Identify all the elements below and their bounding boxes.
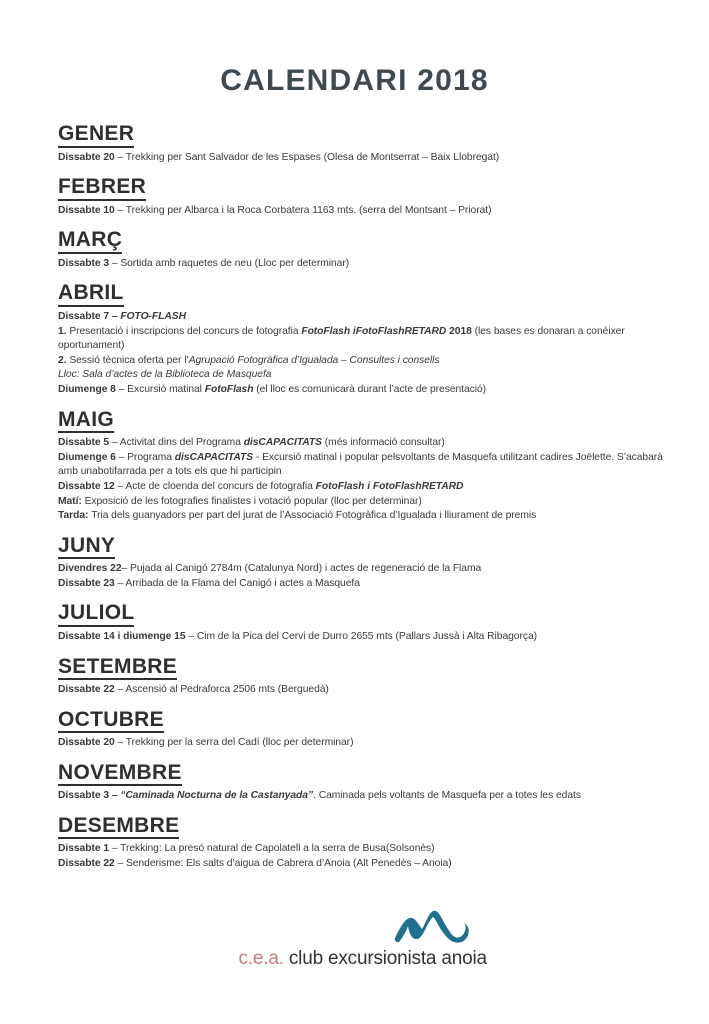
month-heading: OCTUBRE <box>58 708 164 734</box>
entry-text-run: FotoFlash i FotoFlashRETARD <box>315 480 464 492</box>
months-list <box>0 96 709 872</box>
month-block <box>58 534 669 592</box>
entry-text-run: Dissabte 23 <box>58 577 118 589</box>
entry-text-run: FOTO-FLASH <box>120 310 186 322</box>
mountain-wave-icon <box>393 908 471 944</box>
entry-text-run: Divendres 22 <box>58 563 122 575</box>
entry-text-run: (el lloc es comunicarà durant l’acte de presentació) <box>253 383 487 395</box>
month-heading: JUNY <box>58 534 115 560</box>
logo-wordmark <box>239 948 487 970</box>
entry-text-run: (més informació consultar) <box>321 437 445 449</box>
entry-text-run: Dissabte 20 <box>58 151 118 163</box>
month-entries <box>58 842 669 871</box>
entry-text-run: – Ascensió al Pedraforca 2506 mts (Berguedà) <box>117 684 329 696</box>
entry-text-run: Presentació i inscripcions del concurs de fotografia <box>69 325 302 337</box>
calendar-entry <box>58 577 669 592</box>
month-block <box>58 122 669 165</box>
entry-text-run: – Acte de cloenda del concurs de fotografia <box>117 480 316 492</box>
entry-text-run: disCAPACITATS <box>174 451 254 463</box>
entry-text-run: – Trekking: La presó natural de Capolatell a la serra de Busa(Solsonès) <box>111 843 435 855</box>
entry-text-run: Dissabte 5 <box>58 437 112 449</box>
calendar-entry <box>58 562 669 577</box>
calendar-entry <box>58 204 669 219</box>
entry-text-run: – Pujada al Canigó 2784m (Catalunya Nord) i actes de regeneració de la Flama <box>121 563 482 575</box>
entry-text-run: – Trekking per Sant Salvador de les Espases (Olesa de Montserrat – Baix Llobregat) <box>117 151 500 163</box>
entry-text-run: Lloc: Sala d’actes de la Biblioteca de Masquefa <box>58 369 272 381</box>
entry-text-run: Dissabte 22 <box>58 858 118 870</box>
calendar-entry <box>58 354 669 369</box>
entry-text-run: Dissabte 3 <box>58 257 112 269</box>
month-entries <box>58 683 669 698</box>
calendar-entry <box>58 257 669 272</box>
entry-text-run: – Sortida amb raquetes de neu (Lloc per determinar) <box>111 257 350 269</box>
month-block <box>58 655 669 698</box>
calendar-entry <box>58 495 669 510</box>
month-entries <box>58 151 669 166</box>
club-logo <box>0 908 709 970</box>
month-entries <box>58 630 669 645</box>
month-entries <box>58 310 669 398</box>
calendar-entry <box>58 368 669 383</box>
month-block <box>58 408 669 524</box>
calendar-entry <box>58 842 669 857</box>
entry-text-run: FotoFlash i <box>301 325 356 337</box>
month-heading: MAIG <box>58 408 114 434</box>
entry-text-run: disCAPACITATS <box>243 437 322 449</box>
month-heading: ABRIL <box>58 281 124 307</box>
entry-text-run: Dissabte 20 <box>58 737 118 749</box>
entry-text-run: Matí: <box>58 495 85 507</box>
page-title: CALENDARI 2018 <box>220 64 489 97</box>
entry-text-run: – Cim de la Pica del Cervi de Durro 2655 mts (Pallars Jussà i Alta Ribagorça) <box>188 630 538 642</box>
month-block <box>58 281 669 397</box>
month-heading: FEBRER <box>58 175 146 201</box>
month-entries <box>58 436 669 524</box>
month-heading: MARÇ <box>58 228 122 254</box>
logo-prefix: c.e.a. <box>238 948 284 969</box>
entry-text-run: 1. <box>58 325 70 337</box>
entry-text-run: – Trekking per Albarca i la Roca Corbatera 1163 mts. (serra del Montsant – Priorat) <box>117 204 492 216</box>
entry-text-run: Dissabte 3 – <box>58 790 121 802</box>
entry-text-run: – Arribada de la Flama del Canigó i actes a Masquefa <box>117 577 360 589</box>
entry-text-run: Exposició de les fotografies finalistes i votació popular (lloc per determinar) <box>84 495 422 507</box>
month-entries <box>58 562 669 591</box>
calendar-entry <box>58 683 669 698</box>
entry-text-run: Tria dels guanyadors per part del jurat de l’Associació Fotogràfica d’Igualada i lliurament de premis <box>91 510 537 522</box>
entry-text-run: Sessió tècnica oferta per l’ <box>69 354 189 366</box>
entry-text-run: – Senderisme: Els salts d’aigua de Cabrera d’Anoia (Alt Penedès – Anoia) <box>117 858 452 870</box>
entry-text-run: – Activitat dins del Programa <box>111 437 244 449</box>
calendar-entry <box>58 310 669 325</box>
entry-text-run: – Trekking per la serra del Cadí (lloc per determinar) <box>117 737 354 749</box>
entry-text-run: Agrupació Fotogràfica d’Igualada – Consultes i consells <box>188 354 440 366</box>
entry-text-run: - Excursió matinal i popular pelsvoltants de Masquefa utilitzant cadires Joëlette. S’acabarà amb unabotifarrada per a tots els que hi participin <box>58 451 663 478</box>
calendar-entry <box>58 151 669 166</box>
month-entries <box>58 204 669 219</box>
month-entries <box>58 789 669 804</box>
logo-club-name: club excursionista anoia <box>288 948 487 969</box>
calendar-entry <box>58 436 669 451</box>
entry-text-run: . Caminada pels voltants de Masquefa per a totes les edats <box>313 790 581 802</box>
calendar-entry <box>58 630 669 645</box>
entry-text-run: 2. <box>58 354 70 366</box>
month-heading: DESEMBRE <box>58 814 179 840</box>
entry-text-run: Dissabte 12 <box>58 480 118 492</box>
entry-text-run: Dissabte 7 – <box>58 310 121 322</box>
entry-text-run: – Excursió matinal <box>118 383 205 395</box>
entry-text-run: Dissabte 14 i diumenge 15 <box>58 630 189 642</box>
month-heading: JULIOL <box>58 601 134 627</box>
entry-text-run: (les bases es donaran a conèixer oportunament) <box>58 325 625 352</box>
entry-text-run: “Caminada Nocturna de la Castanyada” <box>120 790 314 802</box>
month-heading: SETEMBRE <box>58 655 177 681</box>
entry-text-run: Tarda: <box>58 510 92 522</box>
month-block <box>58 814 669 872</box>
calendar-entry <box>58 857 669 872</box>
calendar-entry <box>58 451 669 480</box>
month-block <box>58 228 669 271</box>
entry-text-run: Diumenge 8 <box>58 383 119 395</box>
calendar-entry <box>58 789 669 804</box>
month-block <box>58 708 669 751</box>
entry-text-run: FotoFlash <box>204 383 254 395</box>
month-entries <box>58 736 669 751</box>
calendar-entry <box>58 325 669 354</box>
entry-text-run: – Programa <box>118 451 175 463</box>
calendar-entry <box>58 736 669 751</box>
entry-text-run: Dissabte 1 <box>58 843 112 855</box>
month-heading: GENER <box>58 122 134 148</box>
entry-text-run: Dissabte 22 <box>58 684 118 696</box>
entry-text-run: Dissabte 10 <box>58 204 118 216</box>
month-heading: NOVEMBRE <box>58 761 182 787</box>
month-block <box>58 601 669 644</box>
entry-text-run: 2018 <box>446 325 475 337</box>
calendar-entry <box>58 509 669 524</box>
month-block <box>58 761 669 804</box>
entry-text-run: Diumenge 6 <box>58 451 119 463</box>
entry-text-run: FotoFlashRETARD <box>355 325 447 337</box>
calendar-entry <box>58 383 669 398</box>
month-block <box>58 175 669 218</box>
calendar-entry <box>58 480 669 495</box>
month-entries <box>58 257 669 272</box>
